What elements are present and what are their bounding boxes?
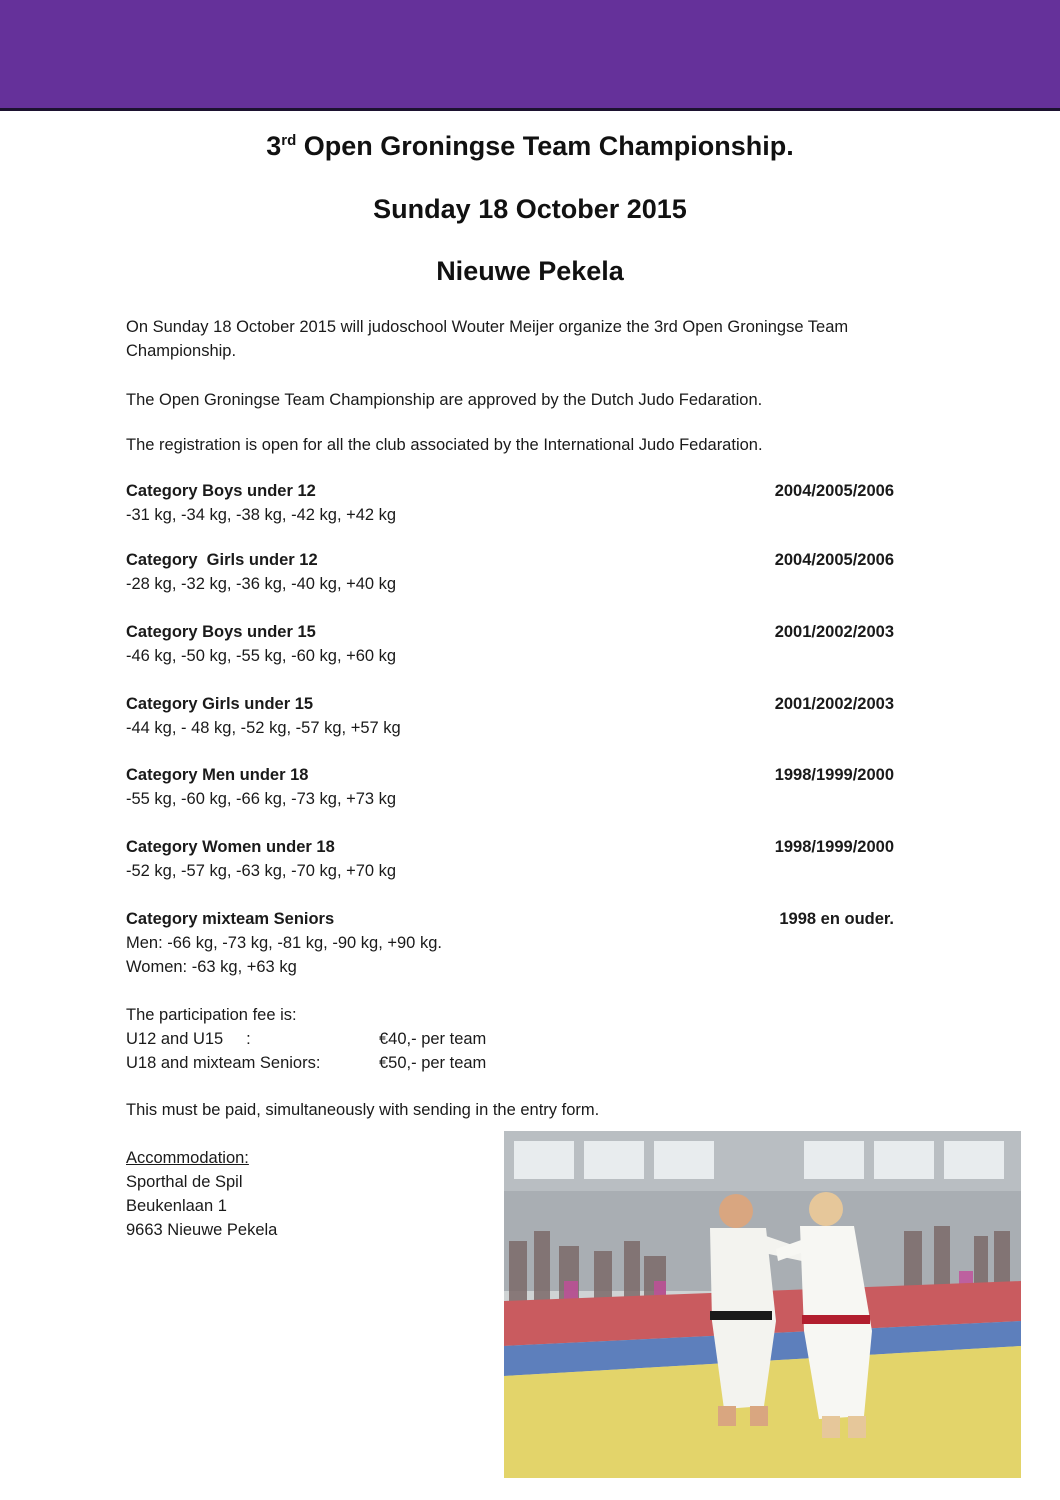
category-weights-men: Men: -66 kg, -73 kg, -81 kg, -90 kg, +90 kg. xyxy=(126,934,442,952)
category-weights: -31 kg, -34 kg, -38 kg, -42 kg, +42 kg xyxy=(126,506,397,524)
category-years: 1998 en ouder. xyxy=(779,910,894,928)
fee-label: U18 and mixteam Seniors: xyxy=(126,1054,321,1072)
category-years: 2004/2005/2006 xyxy=(774,551,894,569)
category-title: Category Boys under 15 xyxy=(126,623,316,641)
category-men-u18 xyxy=(126,763,894,811)
event-date: Sunday 18 October 2015 xyxy=(373,194,687,224)
approval-paragraph: The Open Groningse Team Championship are approved by the Dutch Judo Fedaration. xyxy=(126,391,763,409)
category-title: Category Women under 18 xyxy=(126,838,335,856)
category-girls-u15 xyxy=(126,692,894,740)
accommodation-street: Beukenlaan 1 xyxy=(126,1197,227,1215)
category-years: 2004/2005/2006 xyxy=(774,482,894,500)
judo-match-photo xyxy=(504,1131,1021,1478)
accommodation-venue: Sporthal de Spil xyxy=(126,1173,243,1191)
header-banner xyxy=(0,0,1060,111)
accommodation-city: 9663 Nieuwe Pekela xyxy=(126,1221,278,1239)
fee-label: U12 and U15 : xyxy=(126,1030,251,1048)
category-mixteam-seniors xyxy=(126,907,894,979)
category-weights: -55 kg, -60 kg, -66 kg, -73 kg, +73 kg xyxy=(126,790,397,808)
category-years: 1998/1999/2000 xyxy=(774,766,894,784)
accommodation-heading: Accommodation: xyxy=(126,1149,249,1167)
category-weights: -44 kg, - 48 kg, -52 kg, -57 kg, +57 kg xyxy=(126,719,401,737)
category-title: Category Girls under 15 xyxy=(126,695,314,713)
category-years: 2001/2002/2003 xyxy=(774,623,894,641)
category-title: Category Men under 18 xyxy=(126,766,309,784)
category-weights: -28 kg, -32 kg, -36 kg, -40 kg, +40 kg xyxy=(126,575,397,593)
fee-amount: €50,- per team xyxy=(379,1054,487,1072)
intro-paragraph: On Sunday 18 October 2015 will judoschool Wouter Meijer organize the 3rd Open Groningse Team Championship. xyxy=(126,318,849,360)
category-title: Category Boys under 12 xyxy=(126,482,316,500)
category-years: 2001/2002/2003 xyxy=(774,695,894,713)
event-location: Nieuwe Pekela xyxy=(436,256,624,286)
registration-paragraph: The registration is open for all the club associated by the International Judo Fedaration. xyxy=(126,436,763,454)
category-weights: -46 kg, -50 kg, -55 kg, -60 kg, +60 kg xyxy=(126,647,397,665)
category-girls-u12 xyxy=(126,548,894,596)
payment-note: This must be paid, simultaneously with sending in the entry form. xyxy=(126,1101,600,1119)
category-boys-u12 xyxy=(126,479,894,527)
fee-amount: €40,- per team xyxy=(379,1030,487,1048)
page-title: 3rd Open Groningse Team Championship. xyxy=(266,131,794,161)
fee-row xyxy=(126,1027,487,1051)
category-title: Category Girls under 12 xyxy=(126,551,318,569)
category-title: Category mixteam Seniors xyxy=(126,910,335,928)
category-boys-u15 xyxy=(126,620,894,668)
fee-heading: The participation fee is: xyxy=(126,1006,297,1024)
category-women-u18 xyxy=(126,835,894,883)
category-weights: -52 kg, -57 kg, -63 kg, -70 kg, +70 kg xyxy=(126,862,397,880)
fee-row xyxy=(126,1051,487,1075)
category-years: 1998/1999/2000 xyxy=(774,838,894,856)
category-weights-women: Women: -63 kg, +63 kg xyxy=(126,958,297,976)
